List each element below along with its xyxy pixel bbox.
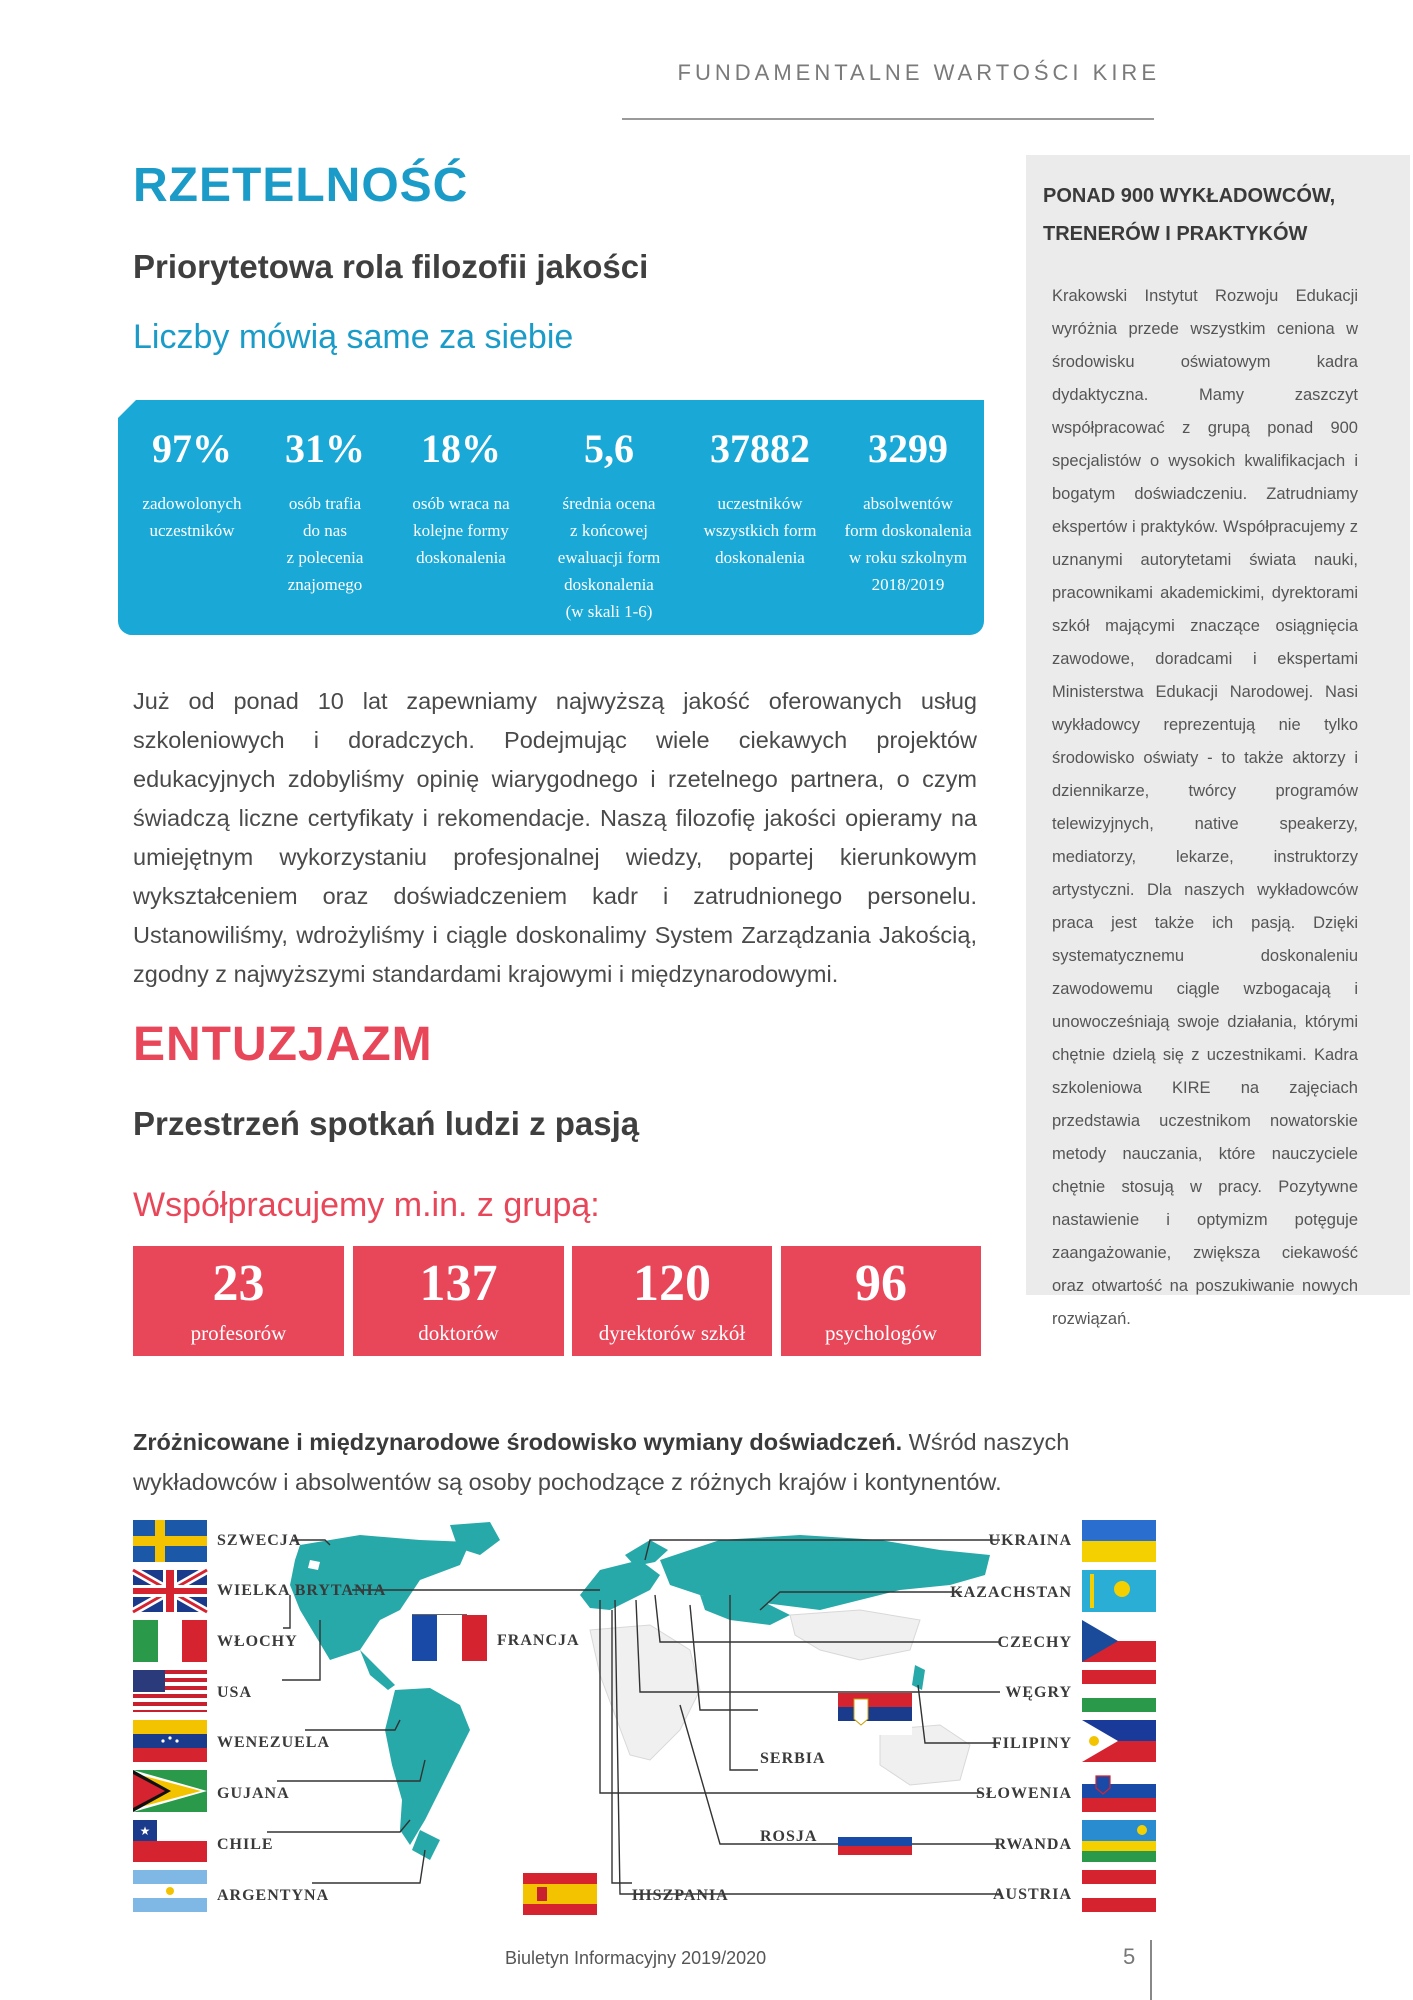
south-america-shape <box>385 1688 470 1845</box>
label-italy: WŁOCHY <box>217 1633 298 1650</box>
label-slovenia: SŁOWENIA <box>975 1785 1072 1802</box>
group-box-directors <box>572 1246 772 1356</box>
stat-average-rating <box>534 418 684 625</box>
lecturers-sidebar <box>1026 155 1410 1328</box>
russia-flag-icon <box>838 1828 912 1855</box>
asia-shape <box>790 1610 920 1660</box>
page-number: 5 <box>1123 1944 1136 1969</box>
czech-flag-icon <box>1082 1620 1156 1662</box>
world-map-infographic <box>0 1500 1413 1930</box>
guyana-flag-icon <box>133 1770 207 1812</box>
group-label: profesorów <box>190 1321 287 1345</box>
subtitle-rzetelnosc: Priorytetowa rola filozofii jakości <box>133 248 649 285</box>
label-chile: CHILE <box>217 1836 274 1853</box>
venezuela-flag-icon <box>133 1720 207 1762</box>
group-label: dyrektorów szkół <box>598 1321 746 1345</box>
group-box-doctors <box>353 1246 564 1356</box>
stat-value: 97% <box>152 426 232 471</box>
group-label: doktorów <box>418 1321 499 1345</box>
stat-label: zadowolonych uczestników <box>142 494 242 540</box>
stats-panel <box>118 400 984 635</box>
label-usa: USA <box>217 1684 253 1701</box>
stat-value: 18% <box>421 426 501 471</box>
stat-label: uczestników wszystkich form doskonalenia <box>703 494 817 567</box>
lead-entuzjazm: Współpracujemy m.in. z grupą: <box>133 1186 600 1224</box>
label-philippines: FILIPINY <box>991 1735 1072 1752</box>
label-rwanda: RWANDA <box>994 1836 1072 1853</box>
label-austria: AUSTRIA <box>992 1886 1072 1903</box>
stat-graduates <box>828 418 988 598</box>
left-flags <box>133 1520 207 1912</box>
group-box-psychologists <box>781 1246 981 1356</box>
quality-paragraph: Już od ponad 10 lat zapewniamy najwyższą jakość oferowanych usług szkoleniowych i doradczych. Podejmując wiele ciekawych projektów edukacyjnych zdobyliśmy opinię wiarygodnego i rzetelnego partnera, o czym świadczą liczne certyfikaty i rekomendacje. Naszą filozofię jakości opieramy na umiejętnym wykorzystaniu profesjonalnej wiedzy, popartej kierunkowym wykształceniem oraz doświadczeniem kadr i zatrudnionego personelu. Ustanowiliśmy, wdrożyliśmy i ciągle doskonalimy System Zarządzania Jakością, zgodny z najwyższymi standardami krajowymi i międzynarodowymi. <box>133 688 977 987</box>
stat-value: 31% <box>285 426 365 471</box>
label-sweden: SZWECJA <box>217 1532 302 1549</box>
label-argentina: ARGENTYNA <box>217 1887 330 1904</box>
stat-value: 5,6 <box>584 426 634 471</box>
header-rule <box>622 118 1154 120</box>
international-lead: Zróżnicowane i międzynarodowe środowisko wymiany doświadczeń. <box>133 1429 903 1455</box>
france-flag-icon <box>412 1615 487 1661</box>
usa-flag-icon <box>133 1670 207 1712</box>
group-value: 137 <box>419 1255 498 1312</box>
stat-participants <box>680 418 840 571</box>
label-guyana: GUJANA <box>217 1785 290 1802</box>
stat-value: 3299 <box>868 426 948 471</box>
country-labels-right <box>950 1532 1072 1903</box>
stats-panel-corner <box>118 400 136 418</box>
label-france: FRANCJA <box>497 1632 580 1649</box>
stat-value: 37882 <box>710 426 810 471</box>
serbia-flag-icon <box>838 1693 912 1735</box>
label-russia: ROSJA <box>760 1828 818 1845</box>
ukraine-flag-icon <box>1082 1520 1156 1562</box>
europe-shape <box>580 1560 660 1610</box>
label-hungary: WĘGRY <box>1005 1684 1072 1701</box>
sidebar-text: Krakowski Instytut Rozwoju Edukacji wyróżnia przede wszystkim ceniona w środowisku oświatowym kadra dydaktyczna. Mamy zaszczyt współpracować z grupą ponad 900 specjalistów o wysokich kwalifikacjach i bogatym doświadczeniu. Zatrudniamy ekspertów i praktyków. Współpracujemy z uznanymi autorytetami świata nauki, pracownikami akademickimi, dyrektorami szkół mającymi znaczące osiągnięcia zawodowe, doradcami i ekspertami Ministerstwa Edukacji Narodowej. Nasi wykładowcy reprezentują nie tylko środowisko oświaty - to także aktorzy i dziennikarze, twórcy programów telewizyjnych, native speakerzy, mediatorzy, lekarze, instruktorzy artystyczni. Dla naszych wykładowców praca jest także ich pasją. Dzięki systematycznemu doskonaleniu zawodowemu ciągle wzbogacają i unowocześniają swoje działania, którymi chętnie dzielą się z uczestnikami. Kadra szkoleniowa KIRE na zajęciach przedstawia uczestnikom nowatorskie metody nauczania, które nauczyciele chętnie stosują w pracy. Pozytywne nastawienie i optymizm potęguje zaangażowanie, zwiększa ciekawość oraz otwartość na poszukiwanie nowych rozwiązań. <box>1052 287 1358 1328</box>
central-america-shape <box>360 1650 395 1690</box>
austria-flag-icon <box>1082 1870 1156 1912</box>
stat-label: średnia ocena z końcowej ewaluacji form doskonalenia (w skali 1-6) <box>557 494 661 621</box>
stat-return <box>386 418 536 571</box>
group-box-professors <box>133 1246 344 1356</box>
country-labels-left <box>217 1532 386 1904</box>
subtitle-entuzjazm: Przestrzeń spotkań ludzi z pasją <box>133 1105 640 1142</box>
group-value: 96 <box>855 1255 907 1312</box>
stat-satisfied <box>122 418 262 544</box>
spain-flag-icon <box>523 1873 597 1915</box>
publication-title: Biuletyn Informacyjny 2019/2020 <box>505 1948 767 1968</box>
uk-flag-icon <box>133 1570 207 1612</box>
running-title: FUNDAMENTALNE WARTOŚCI KIRE <box>677 60 1160 85</box>
label-ukraine: UKRAINA <box>988 1532 1072 1549</box>
sweden-flag-icon <box>133 1520 207 1562</box>
section-title-rzetelnosc: RZETELNOŚĆ <box>133 159 469 212</box>
svg-text:★: ★ <box>139 1824 151 1838</box>
section-title-entuzjazm: ENTUZJAZM <box>133 1018 433 1071</box>
label-venezuela: WENEZUELA <box>217 1734 331 1751</box>
group-value: 23 <box>212 1255 265 1312</box>
group-value: 120 <box>633 1255 711 1312</box>
international-paragraph <box>133 1422 1153 1502</box>
sidebar-title: PONAD 900 WYKŁADOWCÓW, TRENERÓW I PRAKTYKÓW <box>1043 185 1336 245</box>
label-kazakhstan: KAZACHSTAN <box>950 1584 1072 1601</box>
stat-label: osób wraca na kolejne formy doskonalenia <box>412 494 510 567</box>
kazakhstan-flag-icon <box>1082 1570 1156 1612</box>
argentina-flag-icon <box>133 1870 207 1912</box>
label-serbia: SERBIA <box>760 1750 826 1767</box>
label-czechia: CZECHY <box>997 1634 1072 1651</box>
italy-flag-icon <box>133 1620 207 1662</box>
hungary-flag-icon <box>1082 1670 1156 1712</box>
label-spain: HISZPANIA <box>632 1887 729 1904</box>
stat-label: absolwentów form doskonalenia w roku szkolnym 2018/2019 <box>844 494 972 594</box>
stat-referral <box>260 418 390 598</box>
philippines-flag-icon <box>1082 1720 1156 1762</box>
international-text: Wśród naszych wykładowców i absolwentów są osoby pochodzące z różnych krajów i kontynentów. <box>133 1429 1070 1495</box>
group-label: psychologów <box>825 1321 937 1345</box>
slovenia-flag-icon <box>1082 1770 1156 1812</box>
rwanda-flag-icon <box>1082 1820 1156 1862</box>
right-flags <box>1082 1520 1156 1912</box>
page-number-rule <box>1150 1940 1152 2000</box>
chile-flag-icon <box>133 1820 207 1862</box>
stat-label: osób trafia do nas z polecenia znajomego <box>286 494 364 594</box>
lead-rzetelnosc: Liczby mówią same za siebie <box>133 318 574 356</box>
label-uk: WIELKA BRYTANIA <box>217 1582 387 1599</box>
